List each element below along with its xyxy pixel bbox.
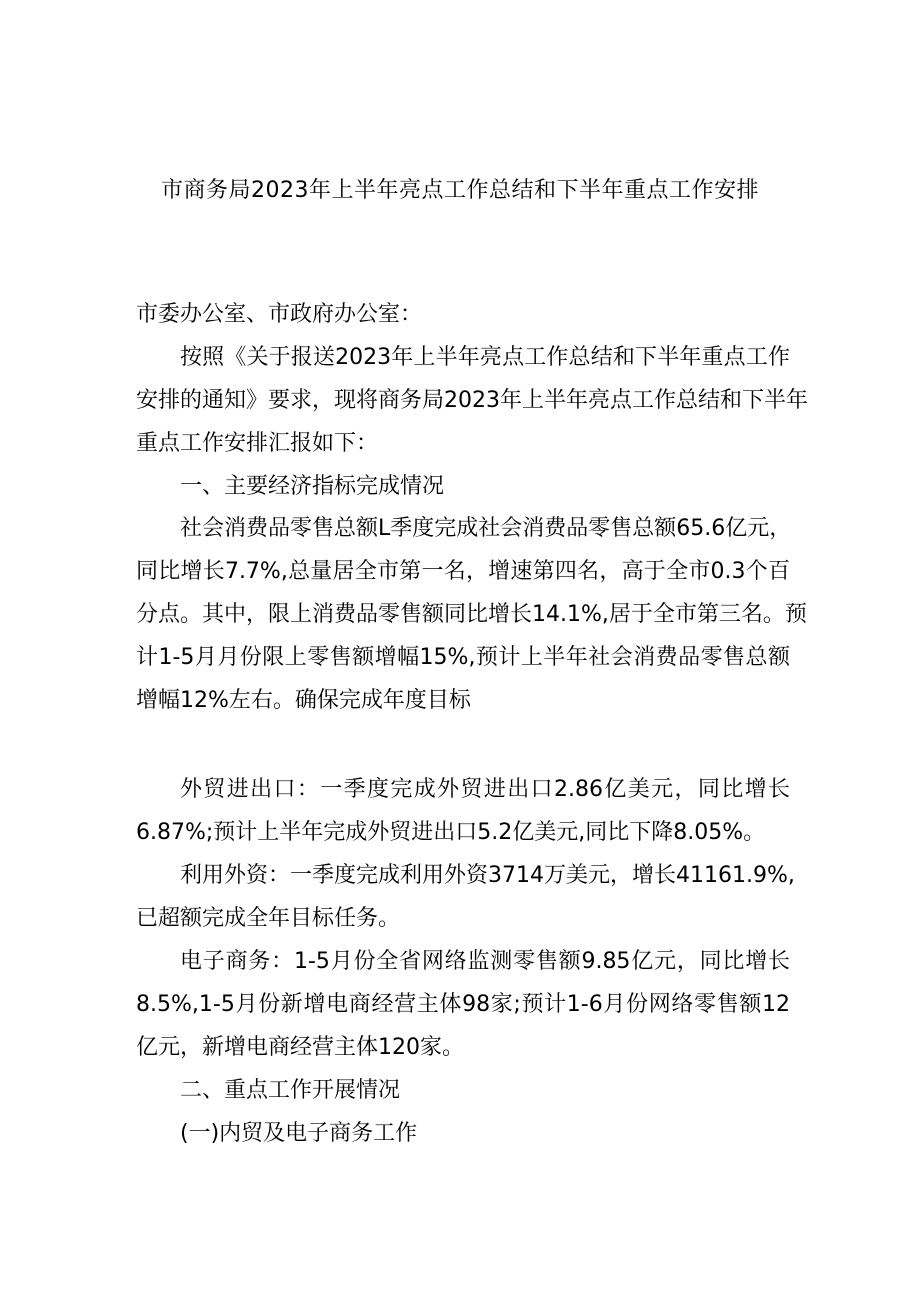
document-title: 市商务局2023年上半年亮点工作总结和下半年重点工作安排: [161, 178, 759, 203]
paragraph-line: 8.5%,1-5月份新增电商经营主体98家;预计1-6月份网络零售额12: [136, 992, 790, 1017]
paragraph-line: 亿元，新增电商经营主体120家。: [136, 1035, 464, 1060]
section-heading: 二、重点工作开展情况: [180, 1078, 401, 1103]
subsection-heading: (一)内贸及电子商务工作: [180, 1121, 418, 1146]
paragraph-line: 增幅12%左右。确保完成年度目标: [136, 688, 471, 713]
paragraph-line: 重点工作安排汇报如下：: [136, 431, 379, 456]
paragraph-line: 按照《关于报送2023年上半年亮点工作总结和下半年重点工作: [180, 345, 790, 370]
paragraph-line: 计1-5月月份限上零售额增幅15%,预计上半年社会消费品零售总额: [136, 645, 790, 670]
salutation: 市委办公室、市政府办公室：: [136, 302, 423, 327]
paragraph-line: 电子商务：1-5月份全省网络监测零售额9.85亿元，同比增长: [180, 949, 790, 974]
paragraph-line: 分点。其中，限上消费品零售额同比增长14.1%,居于全市第三名。预: [136, 602, 807, 627]
section-heading: 一、主要经济指标完成情况: [180, 474, 445, 499]
paragraph-line: 利用外资：一季度完成利用外资3714万美元，增长41161.9%,: [180, 863, 795, 888]
paragraph-line: 已超额完成全年目标任务。: [136, 906, 401, 931]
paragraph-line: 同比增长7.7%,总量居全市第一名，增速第四名，高于全市0.3个百: [136, 559, 790, 584]
paragraph-line: 社会消费品零售总额L季度完成社会消费品零售总额65.6亿元，: [180, 516, 792, 541]
paragraph-line: 安排的通知》要求，现将商务局2023年上半年亮点工作总结和下半年: [136, 388, 808, 413]
paragraph-line: 6.87%;预计上半年完成外贸进出口5.2亿美元,同比下降8.05%。: [136, 820, 766, 845]
paragraph-line: 外贸进出口：一季度完成外贸进出口2.86亿美元，同比增长: [180, 777, 790, 802]
